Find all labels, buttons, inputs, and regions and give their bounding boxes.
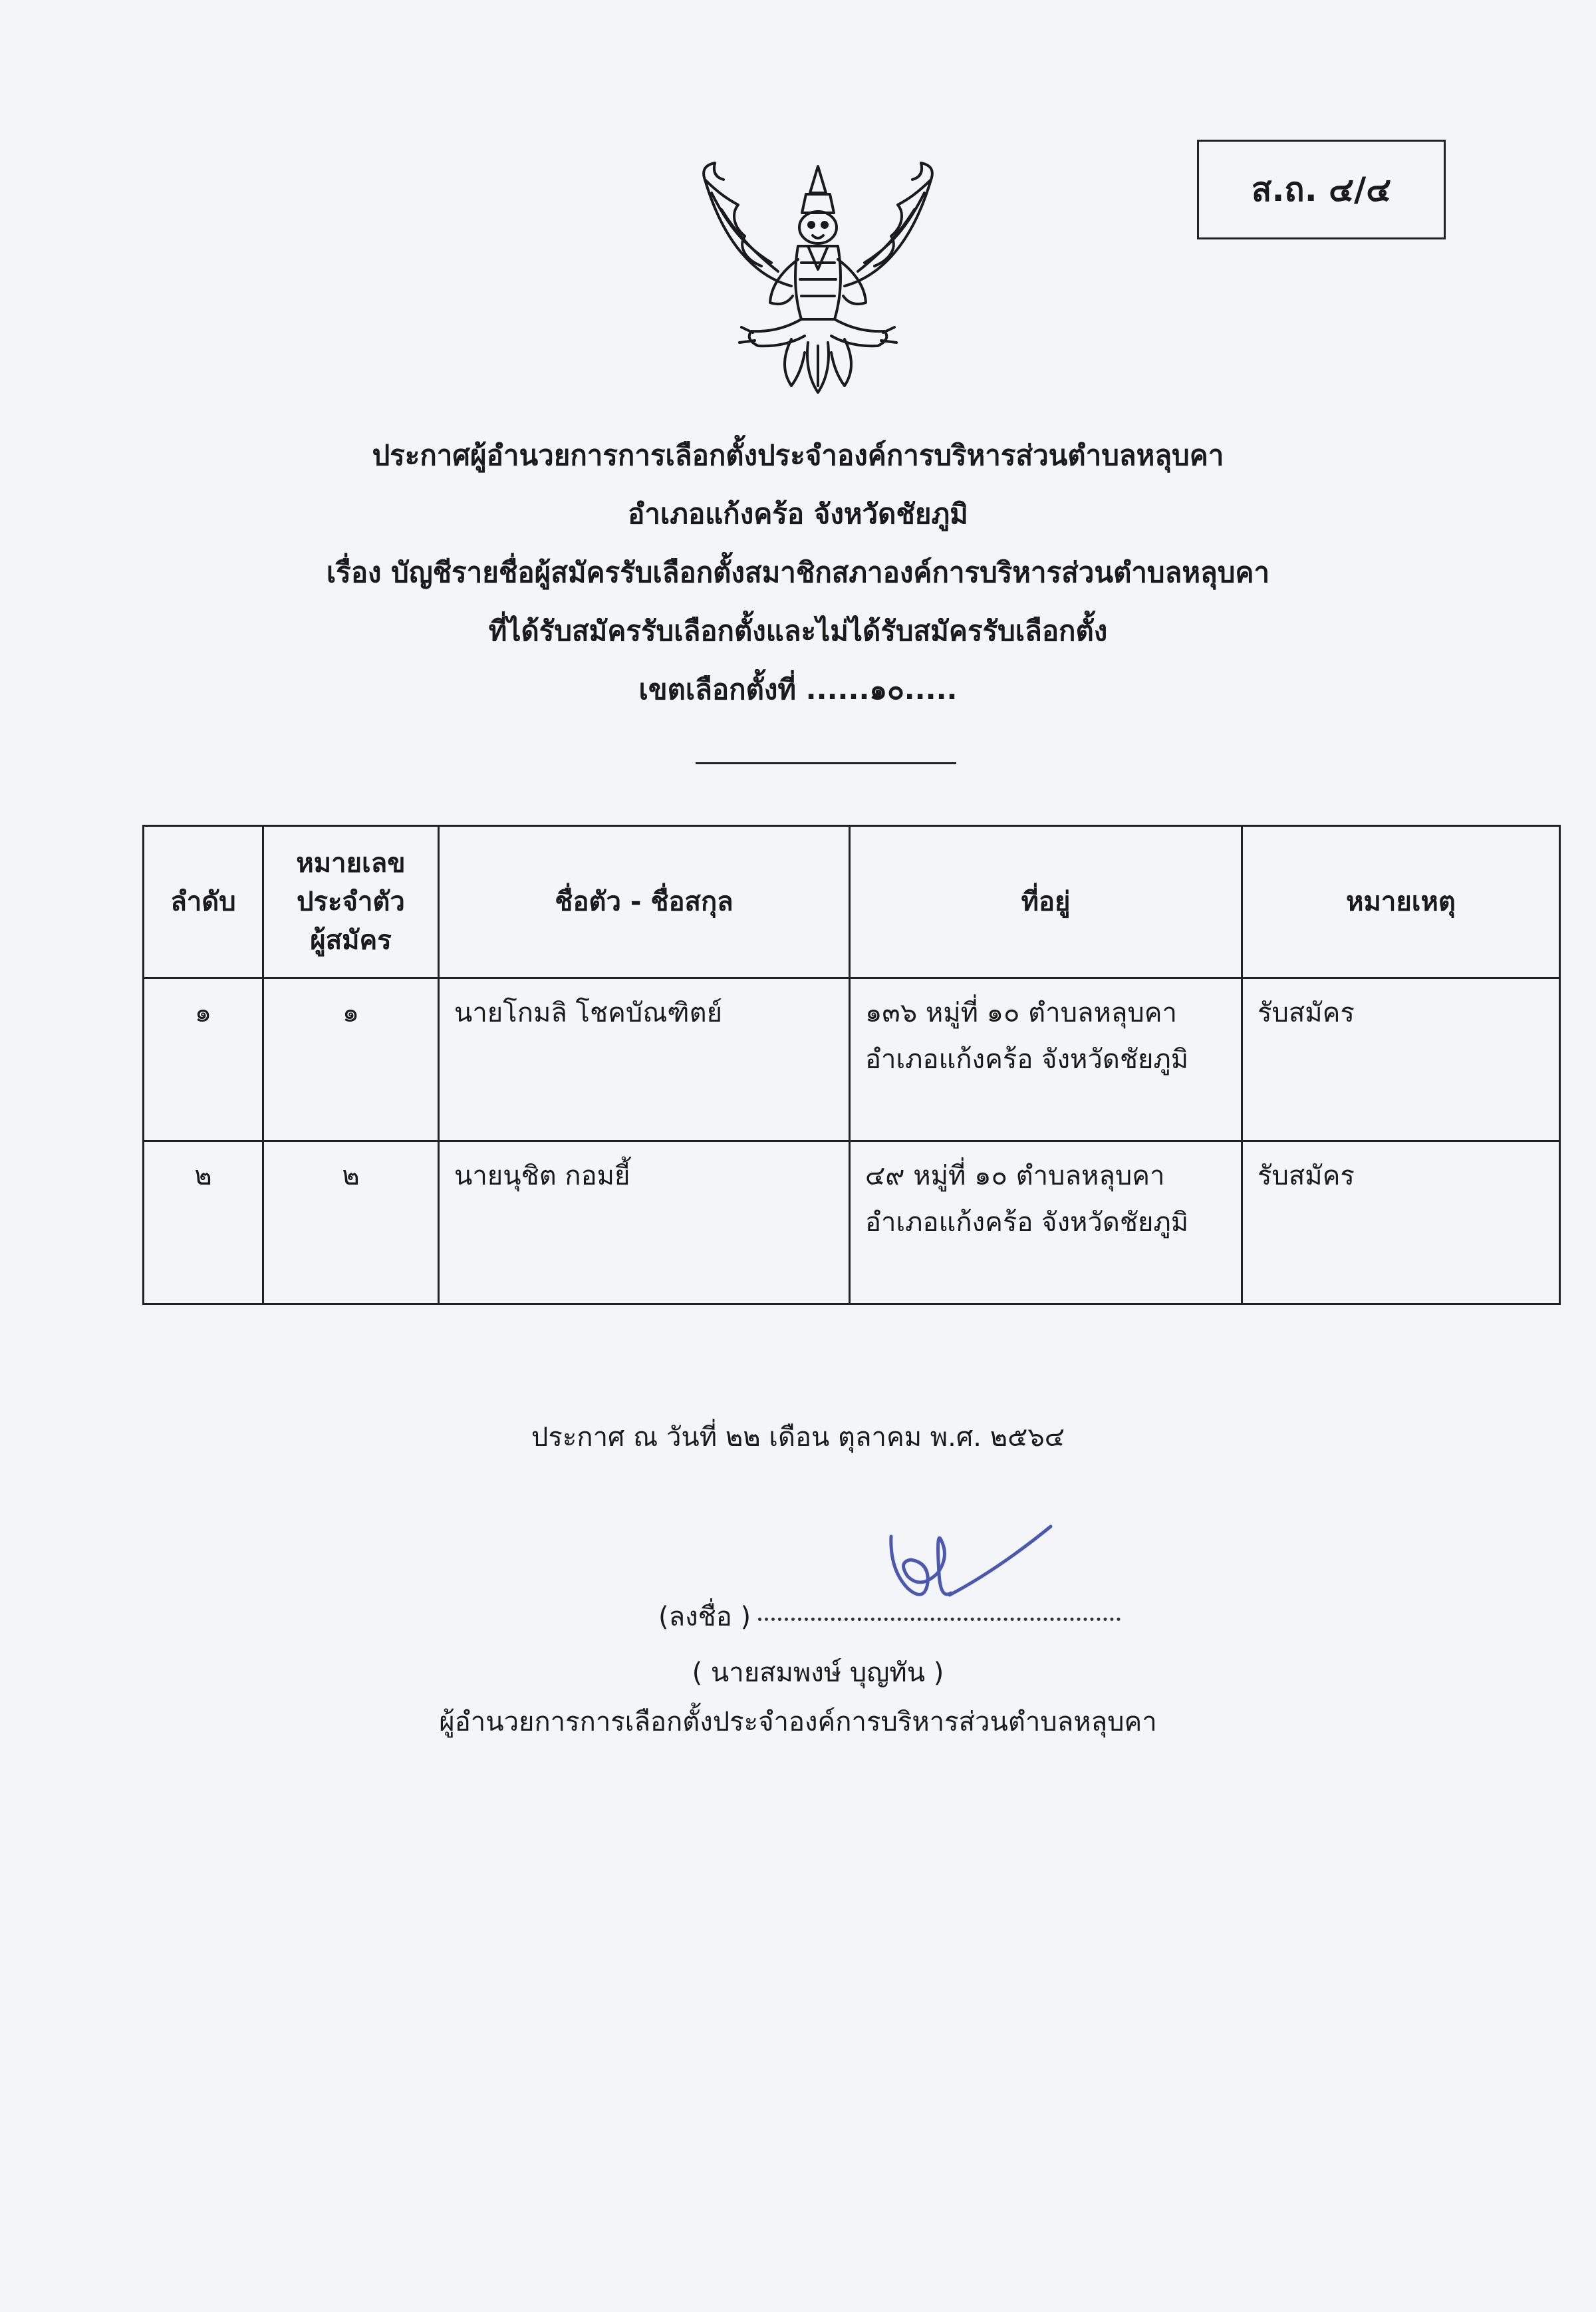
electoral-district: เขตเลือกตั้งที่ ......๑๐..... <box>638 673 958 706</box>
form-code: ส.ถ. ๔/๔ <box>1251 170 1392 209</box>
title-divider <box>696 762 956 764</box>
address-line-2: อำเภอแก้งคร้อ จังหวัดชัยภูมิ <box>865 1044 1189 1075</box>
row-address <box>850 1141 1242 1304</box>
address-line-1: ๔๙ หมู่ที่ ๑๐ ตำบลหลุบคา <box>865 1161 1165 1191</box>
column-header-name: ชื่อตัว - ชื่อสกุล <box>439 826 850 978</box>
column-header-remark: หมายเหตุ <box>1242 826 1560 978</box>
candidate-number-header-text: หมายเลข ประจำตัว ผู้สมัคร <box>296 848 406 956</box>
candidate-table <box>142 825 1561 1305</box>
signer-position: ผู้อำนวยการการเลือกตั้งประจำองค์การบริหารส่วนตำบลหลุบคา <box>439 1707 1157 1737</box>
row-order: ๒ <box>144 1141 263 1304</box>
announcement-title: ประกาศผู้อำนวยการการเลือกตั้งประจำองค์การบริหารส่วนตำบลหลุบคา <box>372 439 1224 472</box>
row-name: นายโกมลิ โชคบัณฑิตย์ <box>439 978 850 1141</box>
row-order: ๑ <box>144 978 263 1141</box>
signature-line <box>758 1618 1121 1621</box>
row-remark: รับสมัคร <box>1242 1141 1560 1304</box>
row-name: นายนุชิต กอมยี้ <box>439 1141 850 1304</box>
table-header-row <box>144 826 1560 978</box>
signer-name: ( นายสมพงษ์ บุญทัน ) <box>692 1658 944 1688</box>
form-code-box <box>1197 140 1446 239</box>
column-header-order: ลำดับ <box>144 826 263 978</box>
announcement-date: ประกาศ ณ วันที่ ๒๒ เดือน ตุลาคม พ.ศ. ๒๕๖๔ <box>531 1422 1065 1453</box>
row-remark: รับสมัคร <box>1242 978 1560 1141</box>
subject-line-continued: ที่ได้รับสมัครรับเลือกตั้งและไม่ได้รับสมัครรับเลือกตั้ง <box>488 615 1108 647</box>
address-line-2: อำเภอแก้งคร้อ จังหวัดชัยภูมิ <box>865 1207 1189 1238</box>
column-header-candidate-number <box>263 826 439 978</box>
column-header-address: ที่อยู่ <box>850 826 1242 978</box>
subject-line: เรื่อง บัญชีรายชื่อผู้สมัครรับเลือกตั้งสมาชิกสภาองค์การบริหารส่วนตำบลหลุบคา <box>326 556 1270 589</box>
district-province: อำเภอแก้งคร้อ จังหวัดชัยภูมิ <box>628 498 968 530</box>
address-line-1: ๑๓๖ หมู่ที่ ๑๐ ตำบลหลุบคา <box>865 998 1178 1028</box>
row-candidate-number: ๑ <box>263 978 439 1141</box>
table-row <box>144 978 1560 1141</box>
row-candidate-number: ๒ <box>263 1141 439 1304</box>
signature-label: (ลงชื่อ ) <box>658 1602 751 1632</box>
row-address <box>850 978 1242 1141</box>
garuda-emblem-icon <box>692 153 944 406</box>
handwritten-signature <box>871 1510 1071 1616</box>
table-row <box>144 1141 1560 1304</box>
